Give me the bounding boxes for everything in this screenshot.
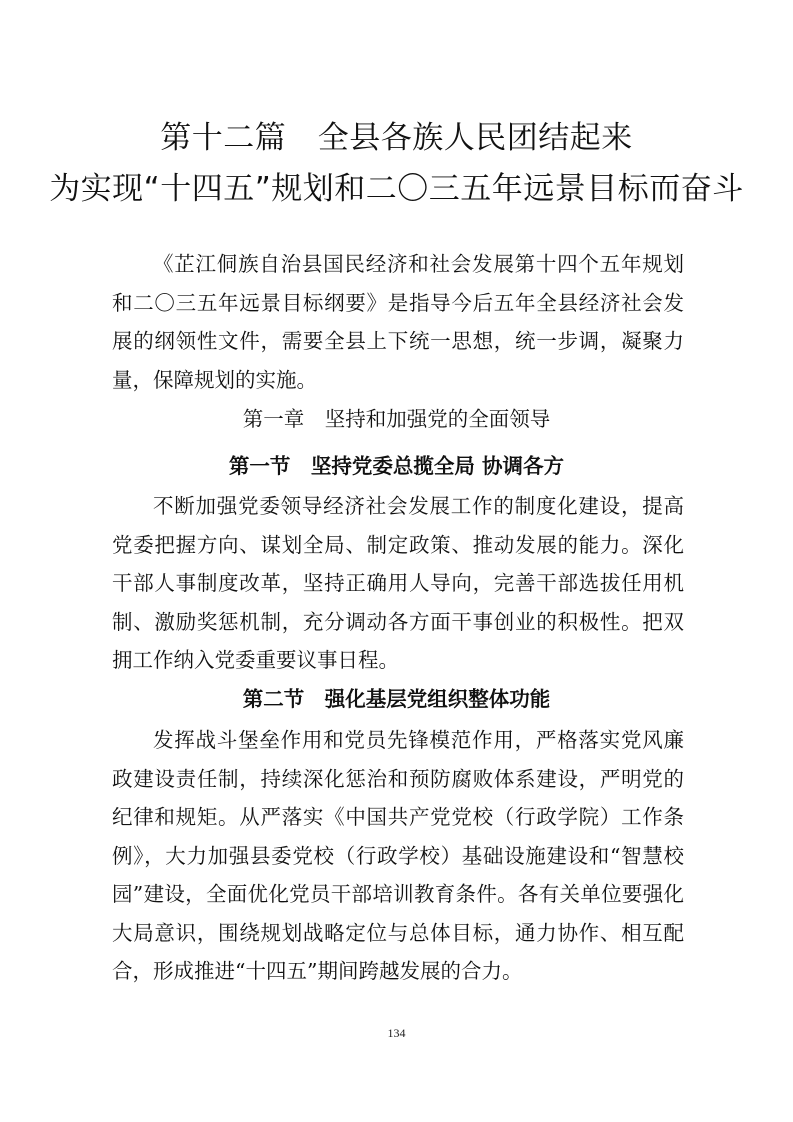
chapter-heading: 第一章 坚持和加强党的全面领导 [242, 407, 551, 431]
section-2-heading: 第二节 强化基层党组织整体功能 [242, 687, 551, 711]
section-2-paragraph: 发挥战斗堡垒作用和党员先锋模范作用，严格落实党风廉政建设责任制，持续深化惩治和预防腐败体系建设，严明党的纪律和规矩。从严落实《中国共产党党校（行政学院）工作条例》，大力加强县委党校（行政学校）基础设施建设和“智慧校园”建设，全面优化党员干部培训教育条件。各有关单位要强化大局意识，围绕规划战略定位与总体目标，通力协作、相互配合，形成推进“十四五”期间跨越发展的合力。 [112, 728, 684, 983]
page-number: 134 [387, 1026, 406, 1040]
section-1-heading: 第一节 坚持党委总揽全局 协调各方 [228, 454, 565, 478]
section-1-paragraph: 不断加强党委领导经济社会发展工作的制度化建设，提高党委把握方向、谋划全局、制定政策、推动发展的能力。深化干部人事制度改革，坚持正确用人导向，完善干部选拔任用机制、激励奖惩机制，充分调动各方面干事创业的积极性。把双拥工作纳入党委重要议事日程。 [112, 494, 684, 672]
part-title-line-2: 为实现“十四五”规划和二〇三五年远景目标而奋斗 [49, 171, 744, 207]
intro-paragraph: 《芷江侗族自治县国民经济和社会发展第十四个五年规划和二〇三五年远景目标纲要》是指导今后五年全县经济社会发展的纲领性文件，需要全县上下统一思想，统一步调，凝聚力量，保障规划的实施。 [112, 252, 684, 392]
part-title-line-1: 第十二篇 全县各族人民团结起来 [160, 120, 633, 156]
